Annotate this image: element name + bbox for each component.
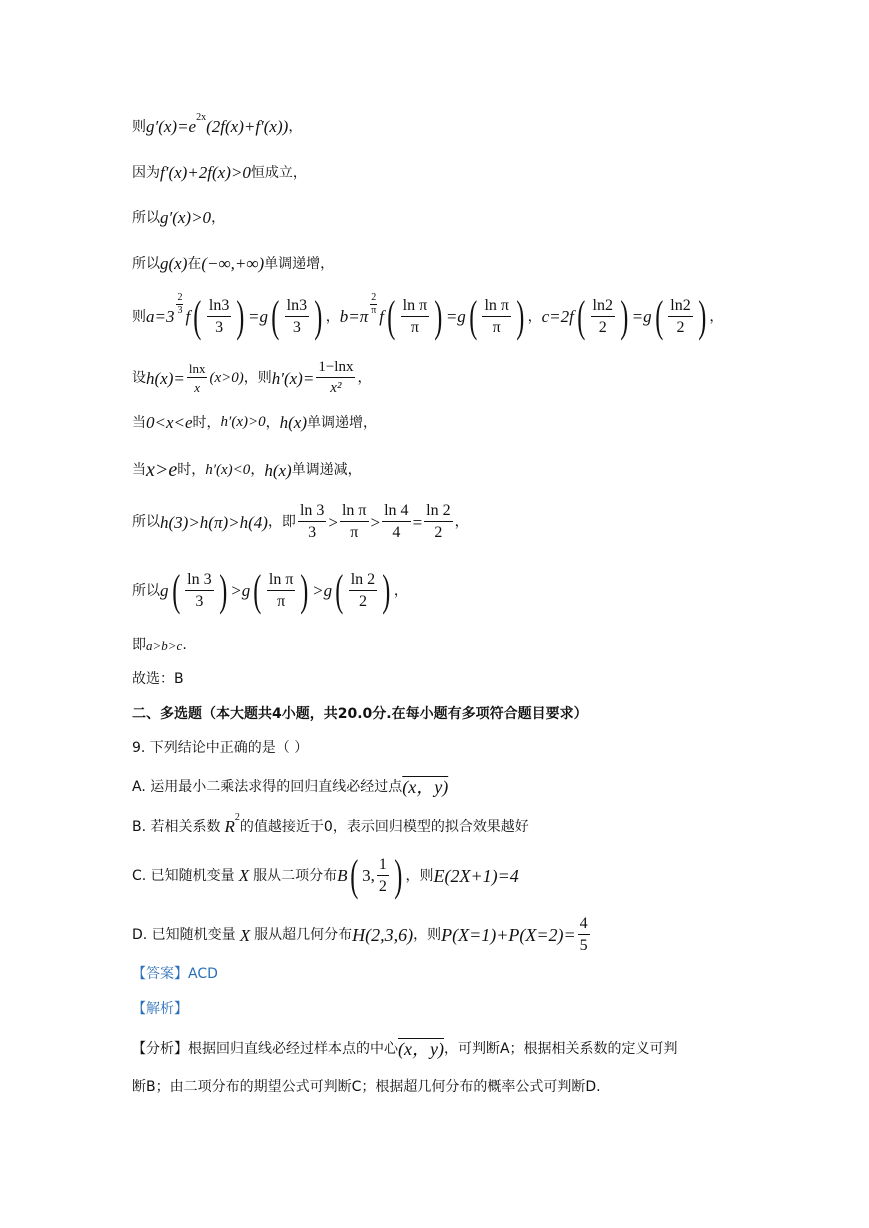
fraction: $\frac{\ln 2}{2}$ [592,296,613,336]
option-d: D. 已知随机变量 X 服从超几何分布 H(2,3,6) ，则 P(X=1)+P(X=2)= $\frac{4}{5}$ [132,915,588,954]
analysis-label: 【解析】 [132,1001,188,1017]
fraction: $\frac{\ln 2}{2}$ [426,502,451,541]
line-g-comparison: 所以 g ( $\frac{\ln 3}{3}$ ) >g ( $\frac{\text{ln π}}{\pi}$ ) >g ( $\frac{\ln 2}{2}$ ) ， [132,566,408,615]
option-a: A. 运用最小二乘法求得的回归直线必经过点 (x，y) [132,777,449,797]
fraction: $\frac{\text{ln π}}{\pi}$ [402,296,428,336]
fraction: $\frac{\ln 3}{3}$ [299,502,325,541]
fraction: $\frac{\ln 3}{3}$ [208,296,230,336]
fraction: $\frac{\ln 3}{3}$ [286,296,308,336]
fraction: $\frac{\text{ln π}}{\pi}$ [268,570,294,610]
question-9: 9. 下列结论中正确的是（ ） [132,740,309,756]
line-choice: 故选：B [132,671,184,687]
fraction: $\frac{\ln 2}{2}$ [670,296,691,336]
line-given-condition: 因为 f′(x)+2f(x)>0 恒成立， [132,163,307,182]
section-heading: 二、多选题（本大题共4小题，共20.0分.在每小题有多项符合题目要求） [132,706,588,722]
option-c: C. 已知随机变量 X 服从二项分布 B ( 3, $\frac{1}{2}$ ) ，则 E(2X+1)=4 [132,851,519,900]
fraction: $\frac{\ln 4}{4}$ [384,502,409,541]
fraction: $\frac{1-\ln x}{\text{x²}}$ [318,359,354,396]
answer-label: 【答案】ACD [132,966,218,982]
line-define-h: 设 h(x)= $\frac{\ln x}{x}$ (x>0) ，则 h′(x)= $\frac{1-\ln x}{\text{x²}}$ ， [132,359,372,396]
exponent-fraction: $\frac{2}{\pi}$ [371,292,377,317]
fraction: $\frac{\ln 2}{2}$ [350,570,376,610]
analysis-paragraph-2: 断B；由二项分布的期望公式可判断C；根据超几何分布的概率公式可判断D. [132,1079,601,1095]
line-g-positive: 所以 g′(x)>0 ， [132,208,226,227]
fraction: $\frac{1}{2}$ [378,855,387,895]
line-abc-definitions: 则 a=3 $\frac{2}{3}$ f ( $\frac{\ln 3}{3}$ ) =g ( $\frac{\ln 3}{3}$ ) ， b=π $\frac{2}{\pi}$ f ( $\frac{\text{ln π}}{\pi}$ ) =g ( $\frac{\text{ln π}}{\pi}$ ) ， c=2f ( $\frac{\ln 2}{2}$ ) =g ( $\frac{\ln 2}{2}$ ) ， [132,292,724,341]
fraction: $\frac{4}{5}$ [579,915,588,954]
line-h-comparison: 所以 h(3)>h(π)>h(4) ，即 $\frac{\ln 3}{3}$ > $\frac{\text{ln π}}{\pi}$ > $\frac{\ln 4}{4}$ = $\frac{\ln 2}{2}$ ， [132,502,469,541]
fraction: $\frac{\ln 3}{3}$ [187,570,212,610]
line-conclusion: 即 a>b>c . [132,637,187,653]
fraction: $\frac{\text{ln π}}{\pi}$ [341,502,367,541]
fraction: $\frac{\text{ln π}}{\pi}$ [484,296,509,336]
line-g-increasing: 所以 g(x) 在 (−∞,+∞) 单调递增， [132,254,335,273]
fraction: $\frac{\ln x}{x}$ [188,361,206,395]
option-b: B. 若相关系数 R 2 的值越接近于0，表示回归模型的拟合效果越好 [132,811,529,836]
analysis-paragraph-1: 【分析】根据回归直线必经过样本点的中心 (x，y) ，可判断A；根据相关系数的定义可判 [132,1039,678,1059]
line-g-derivative: 则 g′(x)=e 2x (2f(x)+f′(x)) ， [132,111,303,136]
line-h-decreasing: 当 x>e 时， h′(x)<0 ， h(x) 单调递减， [132,459,362,481]
line-h-increasing: 当 0<x<e 时， h′(x)>0 ， h(x) 单调递增， [132,413,377,432]
exponent-fraction: $\frac{2}{3}$ [177,292,183,317]
